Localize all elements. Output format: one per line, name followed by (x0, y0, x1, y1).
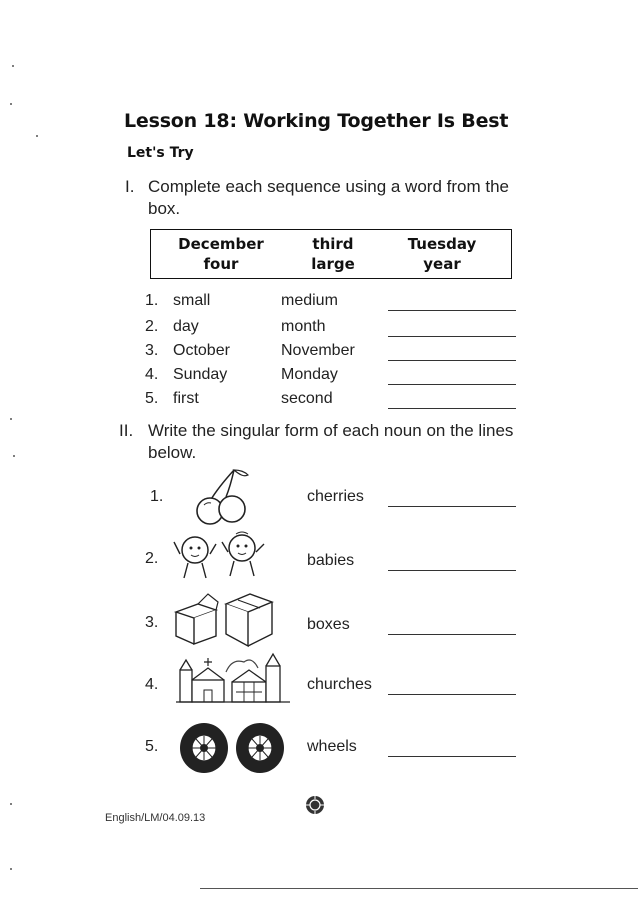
sequence-item (145, 292, 545, 316)
scan-speck (36, 135, 38, 137)
lesson-subtitle: Let's Try (127, 145, 194, 161)
item-number: 3. (145, 342, 159, 359)
word-box (150, 229, 512, 279)
sequence-second: month (281, 318, 326, 335)
wheels-icon (172, 720, 292, 776)
sequence-second: Monday (281, 366, 338, 383)
sequence-item (145, 366, 545, 390)
item-number: 4. (145, 676, 159, 693)
noun-label: cherries (307, 488, 364, 505)
sequence-second: medium (281, 292, 338, 309)
sequence-first: Sunday (173, 366, 228, 383)
part2-instruction (119, 420, 559, 466)
churches-icon (174, 652, 292, 704)
box-word: December (178, 235, 264, 253)
noun-label: wheels (307, 738, 357, 755)
noun-label: babies (307, 552, 355, 569)
part2-number: II. (119, 421, 134, 440)
box-word: four (203, 255, 239, 273)
answer-line[interactable] (388, 310, 516, 311)
noun-label: churches (307, 676, 372, 693)
item-number: 5. (145, 738, 159, 755)
item-number: 1. (150, 488, 164, 505)
part1-number: I. (125, 177, 135, 196)
sequence-first: small (173, 292, 211, 309)
item-number: 2. (145, 318, 159, 335)
answer-line[interactable] (388, 336, 516, 337)
sequence-item (145, 390, 545, 414)
item-number: 3. (145, 614, 159, 631)
sequence-item (145, 342, 545, 366)
sequence-first: first (173, 390, 199, 407)
scan-speck (10, 418, 12, 420)
scan-speck (10, 103, 12, 105)
item-number: 4. (145, 366, 159, 383)
sequence-second: November (281, 342, 355, 359)
babies-icon (170, 528, 270, 582)
box-word: third (312, 235, 354, 253)
part1-instruction-text: Complete each sequence using a word from the box. (148, 177, 509, 218)
lesson-title: Lesson 18: Working Together Is Best (124, 110, 509, 132)
box-word: large (311, 255, 355, 273)
answer-line[interactable] (388, 756, 516, 757)
item-number: 1. (145, 292, 159, 309)
answer-line[interactable] (388, 694, 516, 695)
scan-speck (12, 65, 14, 67)
box-word: Tuesday (407, 235, 477, 253)
noun-label: boxes (307, 616, 350, 633)
seal-logo-icon (304, 793, 326, 817)
answer-line[interactable] (388, 570, 516, 571)
part2-instruction-text: Write the singular form of each noun on the lines below. (148, 421, 514, 462)
answer-line[interactable] (388, 384, 516, 385)
box-word: year (423, 255, 461, 273)
answer-line[interactable] (388, 634, 516, 635)
item-number: 2. (145, 550, 159, 567)
answer-line[interactable] (388, 360, 516, 361)
sequence-item (145, 318, 545, 342)
scan-speck (13, 455, 15, 457)
scan-speck (10, 868, 12, 870)
answer-line[interactable] (388, 506, 516, 507)
scan-speck (10, 803, 12, 805)
answer-line[interactable] (388, 408, 516, 409)
item-number: 5. (145, 390, 159, 407)
footer-code: English/LM/04.09.13 (105, 812, 206, 824)
sequence-first: day (173, 318, 199, 335)
cherries-icon (188, 467, 263, 527)
boxes-icon (168, 590, 278, 648)
sequence-second: second (281, 390, 333, 407)
part1-instruction (125, 176, 555, 222)
sequence-first: October (173, 342, 230, 359)
bottom-rule (200, 888, 638, 889)
